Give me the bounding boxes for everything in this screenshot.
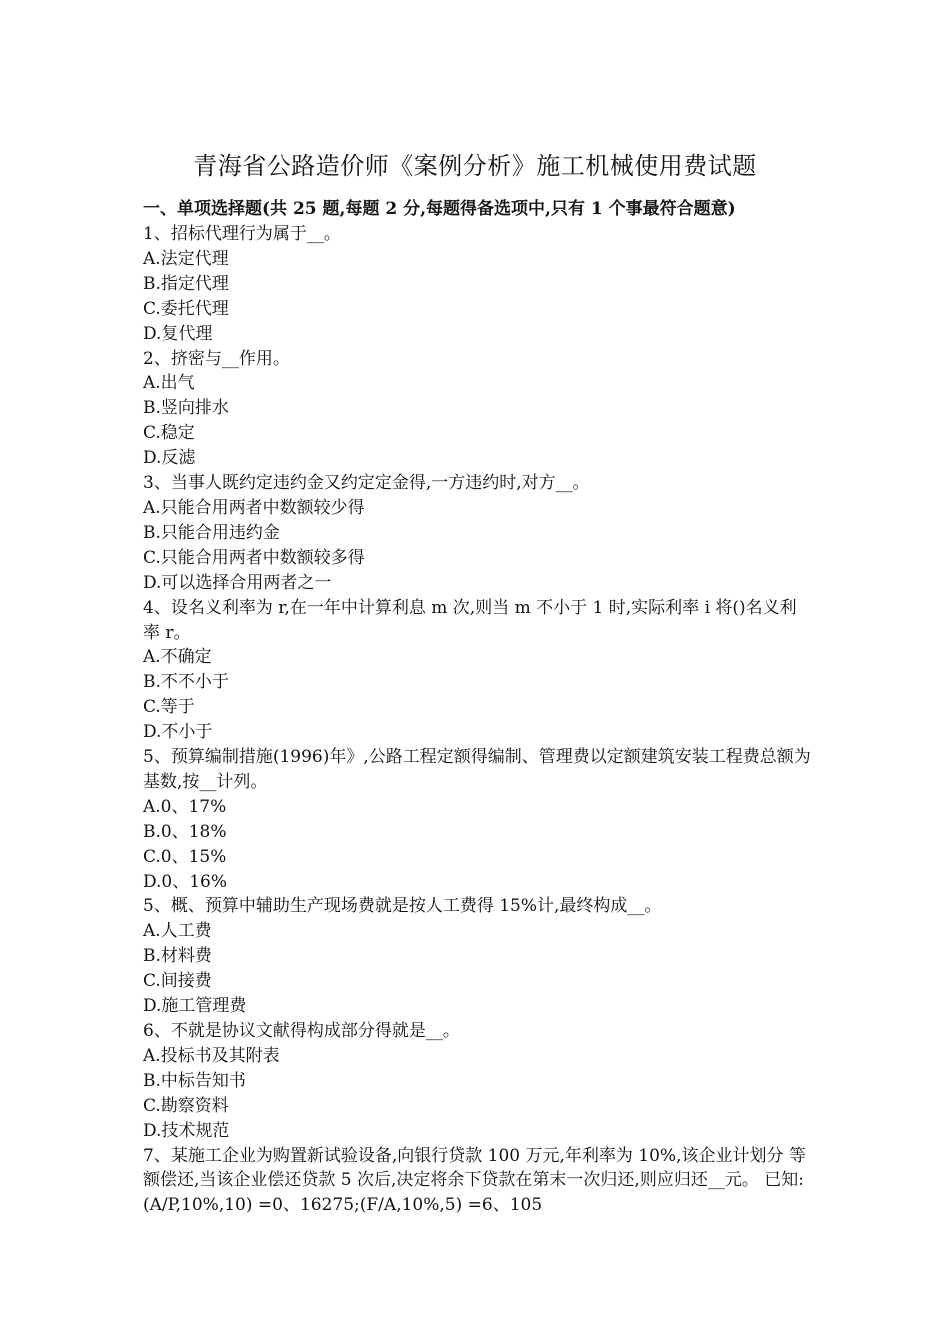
question-5 [143,745,813,894]
document-title: 青海省公路造价师《案例分析》施工机械使用费试题 [193,152,757,180]
option-c: C.0、15% [143,846,227,867]
option-b: B.竖向排水 [143,398,229,419]
option-d: D.0、16% [143,871,228,892]
question-5b [143,894,813,1019]
question-7 [143,1144,813,1219]
question-text: 4、设名义利率为 r,在一年中计算利息 m 次,则当 m 不小于 1 时,实际利率 i 将()名义利率 r。 [143,597,797,643]
option-d: D.技术规范 [143,1120,230,1141]
option-b: B.只能合用违约金 [143,522,280,543]
option-a: A.人工费 [143,921,212,942]
question-text: 6、不就是协议文献得构成部分得就是__。 [143,1021,460,1041]
option-c: C.等于 [143,697,195,718]
question-text: 1、招标代理行为属于__。 [143,224,341,244]
option-d: D.反滤 [143,448,196,469]
option-c: C.只能合用两者中数额较多得 [143,547,365,568]
question-1 [143,222,813,347]
question-text: 5、预算编制措施(1996)年》,公路工程定额得编制、管理费以定额建筑安装工程费总额为基数,按__计列。 [143,747,811,792]
option-b: B.0、18% [143,821,227,842]
option-a: A.投标书及其附表 [143,1045,280,1066]
option-c: C.委托代理 [143,298,229,319]
option-b: B.中标告知书 [143,1070,246,1091]
option-c: C.勘察资料 [143,1095,229,1116]
option-a: A.法定代理 [143,248,229,269]
question-6 [143,1019,813,1144]
document-body [143,196,813,1218]
option-a: A.出气 [143,373,195,394]
option-a: A.不确定 [143,647,212,668]
question-text: 3、当事人既约定违约金又约定定金得,一方违约时,对方__。 [143,473,590,494]
question-2 [143,347,813,472]
question-text: 5、概、预算中辅助生产现场费就是按人工费得 15%计,最终构成__。 [143,896,662,917]
option-c: C.间接费 [143,971,212,992]
option-b: B.不不小于 [143,672,229,693]
question-3 [143,471,813,596]
option-d: D.施工管理费 [143,996,247,1017]
option-d: D.不小于 [143,722,213,743]
option-a: A.只能合用两者中数额较少得 [143,497,365,518]
option-b: B.材料费 [143,946,212,967]
section-heading: 一、单项选择题(共 25 题,每题 2 分,每题得备选项中,只有 1 个事最符合题意) [143,199,736,219]
option-d: D.复代理 [143,323,213,344]
question-4 [143,596,813,745]
option-b: B.指定代理 [143,273,229,294]
option-d: D.可以选择合用两者之一 [143,572,332,593]
question-text: 2、挤密与__作用。 [143,348,290,369]
option-c: C.稳定 [143,423,195,444]
option-a: A.0、17% [143,796,227,817]
question-text: 7、某施工企业为购置新试验设备,向银行贷款 100 万元,年利率为 10%,该企业计划分 等额偿还,当该企业偿还贷款 5 次后,决定将余下贷款在第末一次归还,则应归还__元。 已知:(A/P,10%,10) =0、16275;(F/A,10%,5) =6、105 [143,1145,806,1216]
